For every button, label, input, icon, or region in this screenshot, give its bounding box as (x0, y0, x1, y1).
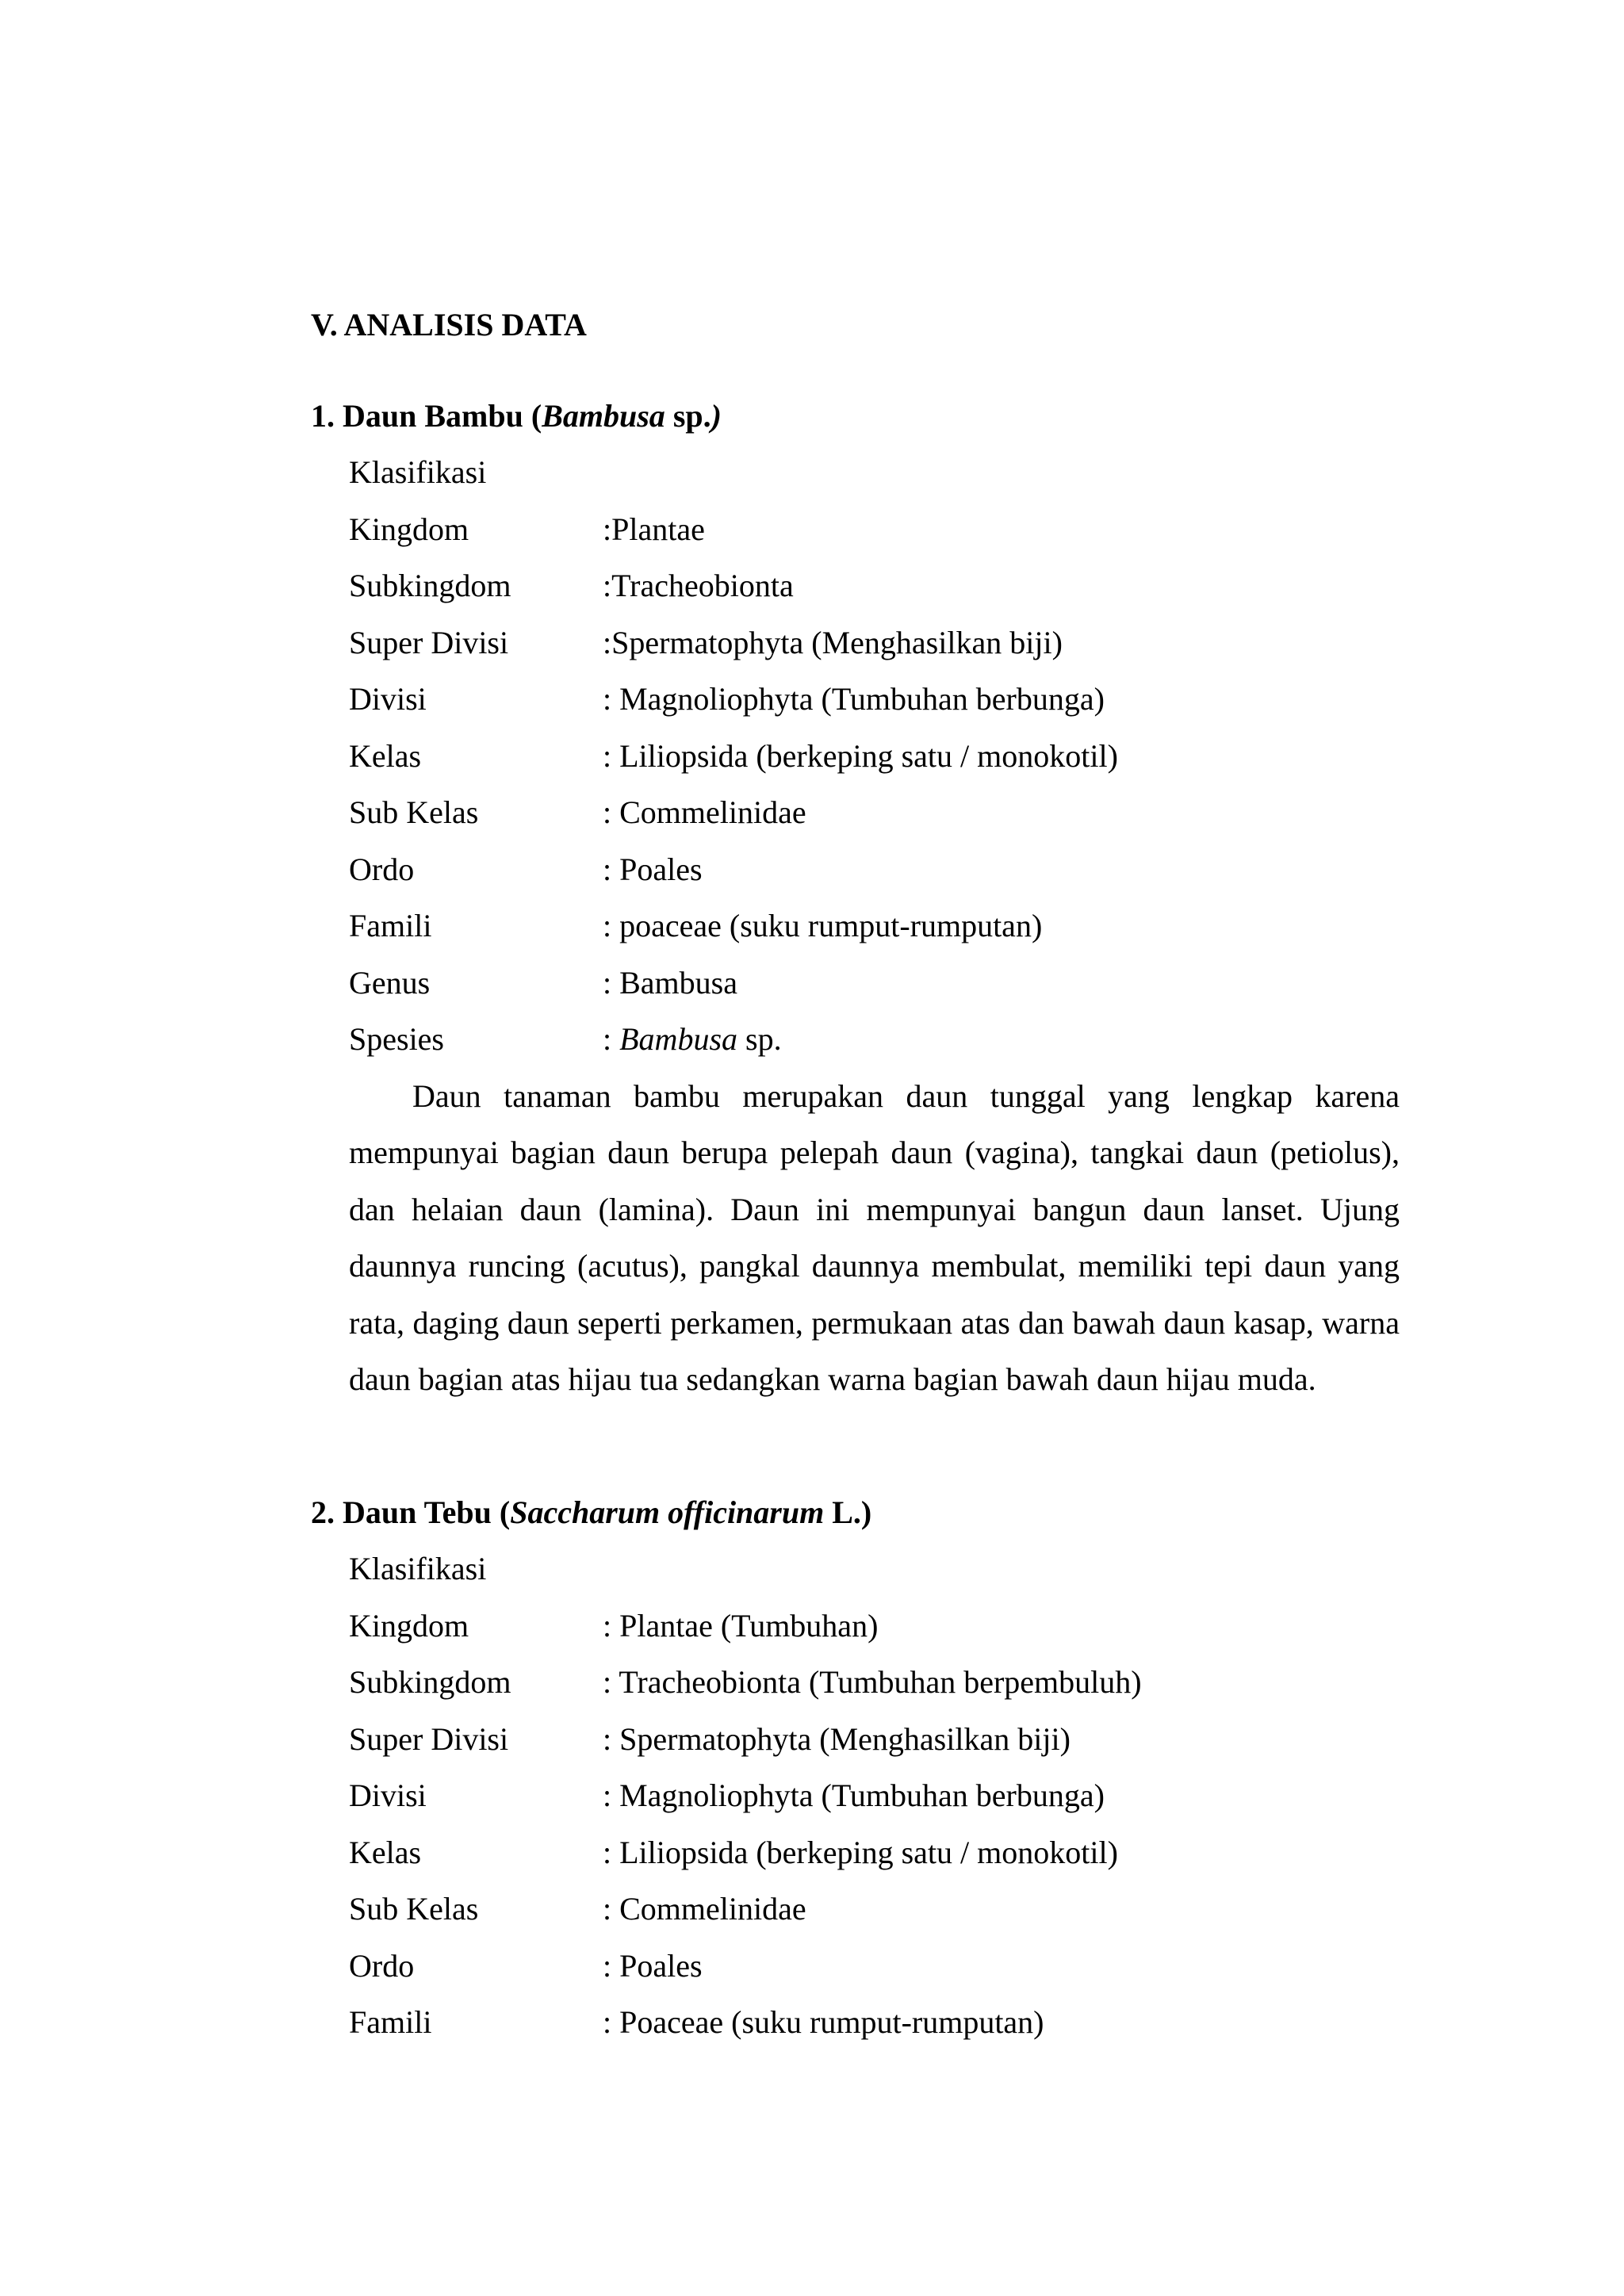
description-paragraph: Daun tanaman bambu merupakan daun tunggal yang lengkap karena mempunyai bagian daun berupa pelepah daun (vagina), tangkai daun (petiolus), dan helaian daun (lamina). Daun ini mempunyai bangun daun lanset. Ujung daunnya runcing (acutus), pangkal daunnya membulat, memiliki tepi daun yang rata, daging daun seperti perkamen, permukaan atas dan bawah daun kasap, warna daun bagian atas hijau tua sedangkan warna bagian bawah daun hijau muda. (349, 1077, 1400, 1397)
spesies-prefix: : (603, 1021, 620, 1057)
row-label: Subkingdom (349, 568, 511, 603)
row-label: Ordo (349, 851, 415, 887)
classification-row (349, 784, 1405, 841)
row-label: Genus (349, 964, 431, 1001)
row-label: Kelas (349, 1834, 422, 1870)
row-value: : Poaceae (suku rumput-rumputan) (603, 2004, 1044, 2040)
row-label: Ordo (349, 1947, 415, 1984)
chapter-heading: V. ANALISIS DATA (311, 307, 587, 342)
row-value: : Plantae (Tumbuhan) (603, 1607, 879, 1644)
title-suffix: L.) (824, 1494, 872, 1530)
row-value: : Poales (603, 851, 703, 887)
row-label: Super Divisi (349, 1720, 509, 1757)
row-label: Famili (349, 908, 432, 943)
title-suffix: sp. (665, 398, 711, 434)
classification-row (349, 841, 1405, 898)
row-label: Super Divisi (349, 624, 509, 660)
title-italic: Saccharum officinarum (510, 1494, 825, 1530)
classification-row (349, 1767, 1405, 1824)
classification-row (349, 1881, 1405, 1938)
title-prefix: 1. Daun Bambu ( (311, 398, 542, 434)
row-value (603, 1011, 1405, 1068)
row-value: : poaceae (suku rumput-rumputan) (603, 908, 1043, 943)
row-value: : Tracheobionta (Tumbuhan berpembuluh) (603, 1664, 1142, 1700)
classification-row (349, 1994, 1405, 2051)
row-value: : Bambusa (603, 964, 737, 1001)
row-value: : Spermatophyta (Menghasilkan biji) (603, 1720, 1071, 1757)
row-label: Spesies (349, 1021, 444, 1057)
section-daun-tebu (311, 1485, 1405, 2051)
spesies-italic: Bambusa (619, 1021, 738, 1057)
row-value: : Commelinidae (603, 1891, 806, 1927)
row-value: : Poales (603, 1947, 703, 1984)
classification-row (349, 1824, 1405, 1881)
classification-row (349, 728, 1405, 785)
classification-row (349, 671, 1405, 728)
classification-row (349, 1598, 1405, 1655)
row-label: Divisi (349, 681, 427, 717)
section-daun-bambu (311, 388, 1405, 1408)
row-label: Kelas (349, 737, 422, 774)
row-value: : Commelinidae (603, 794, 806, 830)
row-value: : Magnoliophyta (Tumbuhan berbunga) (603, 681, 1105, 717)
spesies-suffix: sp. (737, 1021, 782, 1057)
row-label: Kingdom (349, 1607, 469, 1644)
classification-row (349, 955, 1405, 1012)
row-value: : Liliopsida (berkeping satu / monokotil) (603, 737, 1118, 774)
row-value: :Plantae (603, 511, 705, 547)
row-value: :Spermatophyta (Menghasilkan biji) (603, 624, 1063, 660)
title-italic: Bambusa (542, 398, 665, 434)
row-label: Sub Kelas (349, 1891, 479, 1927)
row-label: Sub Kelas (349, 794, 479, 830)
klasifikasi-label: Klasifikasi (349, 1551, 487, 1586)
classification-row (349, 501, 1405, 558)
classification-row (349, 614, 1405, 672)
row-label: Divisi (349, 1777, 427, 1813)
title-close: ) (710, 398, 722, 434)
classification-row-spesies (349, 1011, 1405, 1068)
row-value: :Tracheobionta (603, 568, 794, 603)
classification-row (349, 897, 1405, 955)
classification-row (349, 557, 1405, 614)
title-prefix: 2. Daun Tebu ( (311, 1494, 511, 1530)
row-value: : Liliopsida (berkeping satu / monokotil) (603, 1834, 1118, 1870)
classification-row (349, 1654, 1405, 1711)
row-label: Kingdom (349, 511, 469, 547)
section-title (311, 388, 1405, 444)
row-label: Subkingdom (349, 1664, 511, 1700)
classification-row (349, 1938, 1405, 1995)
row-value: : Magnoliophyta (Tumbuhan berbunga) (603, 1777, 1105, 1813)
row-label: Famili (349, 2004, 432, 2040)
klasifikasi-label: Klasifikasi (349, 454, 487, 490)
section-title (311, 1485, 1405, 1540)
classification-row (349, 1711, 1405, 1768)
